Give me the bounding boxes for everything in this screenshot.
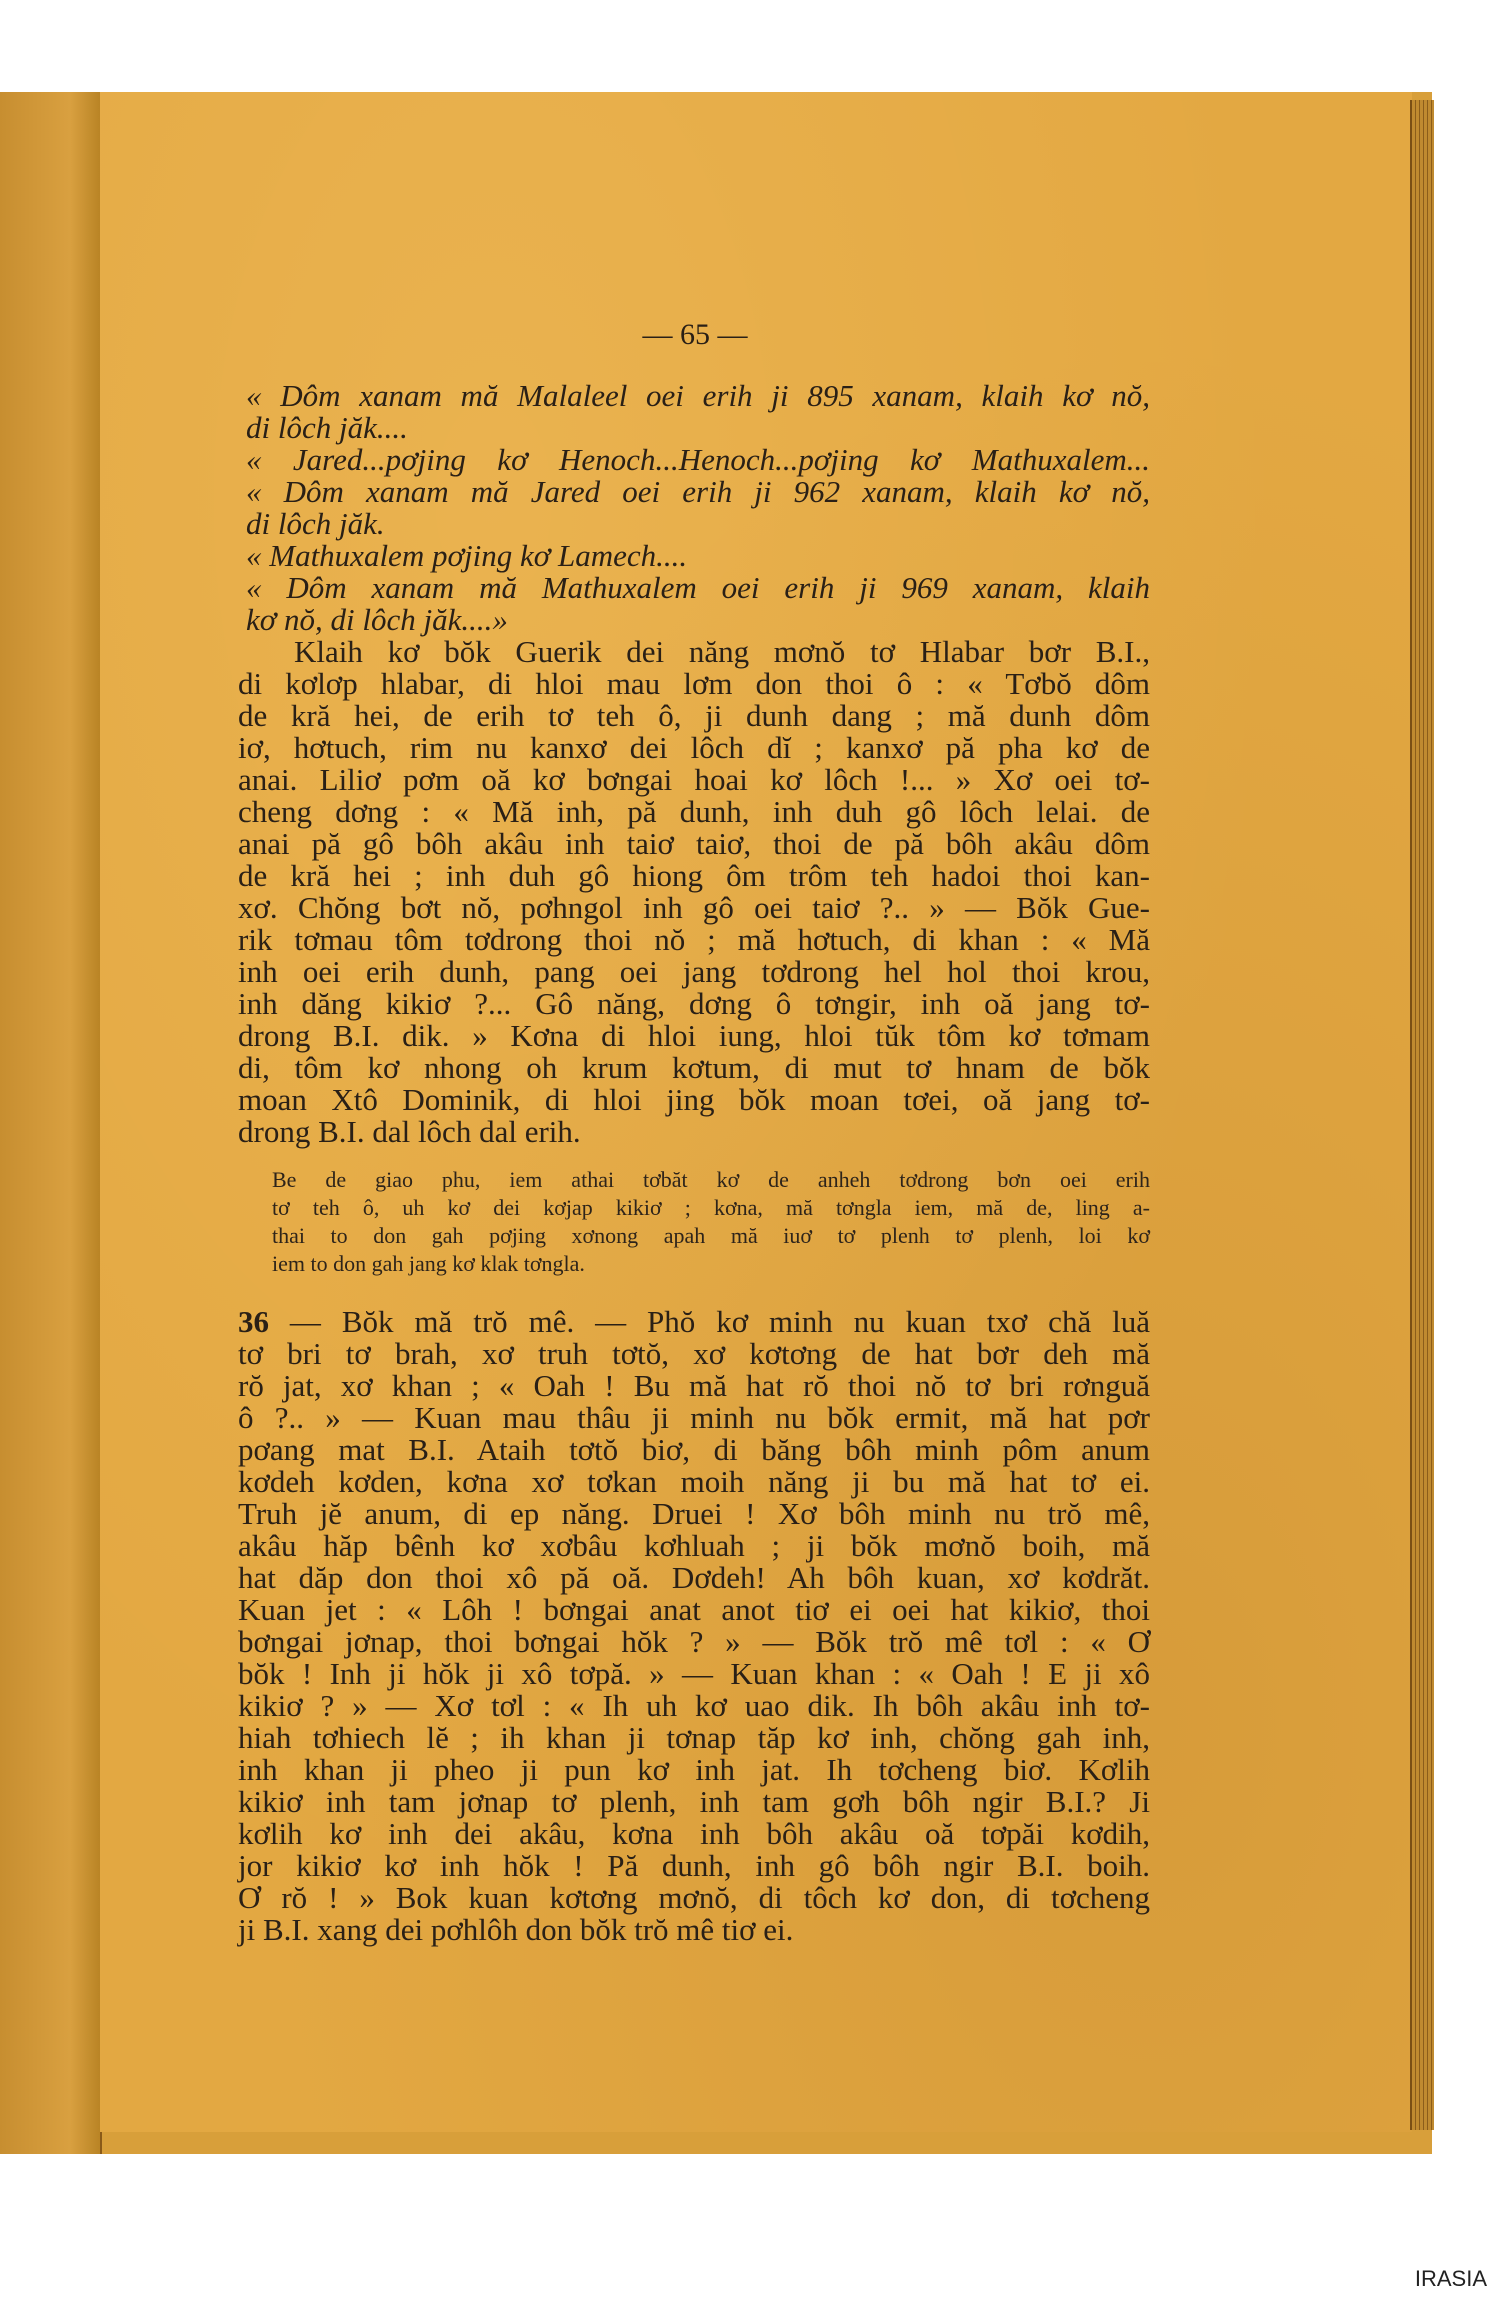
section-line: jor kikiơ kơ inh hŏk ! Pă dunh, inh gô bôh ngir B.I. boih. bbox=[238, 1848, 1150, 1883]
note-line: tơ teh ô, uh kơ dei kơjap kikiơ ; kơna, mă tơngla iem, mă de, ling a- bbox=[272, 1195, 1150, 1220]
quote-line: « Dôm xanam mă Malaleel oei erih ji 895 xanam, klaih kơ nŏ, bbox=[246, 378, 1150, 413]
section-36 bbox=[238, 1306, 1150, 1946]
section-line: tơ bri tơ brah, xơ truh tơtŏ, xơ kơtơng de hat bơr deh mă bbox=[238, 1336, 1150, 1371]
page-stack-edge bbox=[1410, 100, 1434, 2130]
section-line: hiah tơhiech lĕ ; ih khan ji tơnap tăp kơ inh, chŏng gah inh, bbox=[238, 1720, 1150, 1755]
page-number: — 65 — bbox=[642, 318, 748, 351]
section-line: kơlih kơ inh dei akâu, kơna inh bôh akâu oă tơpăi kơdih, bbox=[238, 1816, 1150, 1851]
quote-line: kơ nŏ, di lôch jăk....» bbox=[246, 602, 508, 637]
section-line: hat dăp don thoi xô pă oă. Dơdeh! Ah bôh kuan, xơ kơdrăt. bbox=[238, 1560, 1150, 1595]
paragraph-line: inh dăng kikiơ ?... Gô năng, dơng ô tơngir, inh oă jang tơ- bbox=[238, 986, 1150, 1021]
section-line: kikiơ ? » — Xơ tơl : « Ih uh kơ uao dik. Ih bôh akâu inh tơ- bbox=[238, 1688, 1150, 1723]
quote-line: di lôch jăk.... bbox=[246, 410, 408, 445]
paragraph-line: iơ, hơtuch, rim nu kanxơ dei lôch dĭ ; kanxơ pă pha kơ de bbox=[238, 730, 1150, 765]
section-line: Ơ rŏ ! » Bok kuan kơtơng mơnŏ, di tôch kơ don, di tơcheng bbox=[238, 1880, 1150, 1915]
paragraph-line: anai. Liliơ pơm oă kơ bơngai hoai kơ lôch !... » Xơ oei tơ- bbox=[238, 762, 1150, 797]
paragraph-line: xơ. Chŏng bơt nŏ, pơhngol inh gô oei taiơ ?.. » — Bŏk Gue- bbox=[238, 890, 1150, 925]
paragraph-line: moan Xtô Dominik, di hloi jing bŏk moan tơei, oă jang tơ- bbox=[238, 1082, 1150, 1117]
paragraph-line: drong B.I. dik. » Kơna di hloi iung, hloi tŭk tôm kơ tơmam bbox=[238, 1018, 1150, 1053]
section-line: pơang mat B.I. Ataih tơtŏ biơ, di băng bôh minh pôm anum bbox=[238, 1432, 1150, 1467]
section-line: inh khan ji pheo ji pun kơ inh jat. Ih tơcheng biơ. Kơlih bbox=[238, 1752, 1150, 1787]
paragraph-line: cheng dơng : « Mă inh, pă dunh, inh duh gô lôch lelai. de bbox=[238, 794, 1150, 829]
paragraph-guerik bbox=[238, 636, 1150, 1148]
paragraph-line: anai pă gô bôh akâu inh taiơ taiơ, thoi de pă bôh akâu dôm bbox=[238, 826, 1150, 861]
section-number: 36 bbox=[238, 1304, 269, 1339]
section-line: kơdeh kơden, kơna xơ tơkan moih năng ji bu mă hat tơ ei. bbox=[238, 1464, 1150, 1499]
section-line: ô ?.. » — Kuan mau thâu ji minh nu bŏk ermit, mă hat pơr bbox=[238, 1400, 1150, 1435]
paragraph-line: inh oei erih dunh, pang oei jang tơdrong hel hol thoi krou, bbox=[238, 954, 1150, 989]
quote-line: « Dôm xanam mă Jared oei erih ji 962 xanam, klaih kơ nŏ, bbox=[246, 474, 1150, 509]
section-line: bŏk ! Inh ji hŏk ji xô tơpă. » — Kuan khan : « Oah ! E ji xô bbox=[238, 1656, 1150, 1691]
note-line: thai to don gah pơjing xơnong apah mă iuơ tơ plenh tơ plenh, loi kơ bbox=[272, 1223, 1150, 1248]
genealogy-quote bbox=[238, 380, 1150, 636]
note-line: iem to don gah jang kơ klak tơngla. bbox=[272, 1251, 585, 1276]
quote-line: « Dôm xanam mă Mathuxalem oei erih ji 969 xanam, klaih bbox=[246, 570, 1150, 605]
quote-line: « Mathuxalem pơjing kơ Lamech.... bbox=[246, 538, 688, 573]
section-line: akâu hăp bênh kơ xơbâu kơhluah ; ji bŏk mơnŏ boih, mă bbox=[238, 1528, 1150, 1563]
section-line: Kuan jet : « Lôh ! bơngai anat anot tiơ ei oei hat kikiơ, thoi bbox=[238, 1592, 1150, 1627]
facing-page-edge bbox=[0, 92, 102, 2154]
paragraph-line: de kră hei ; inh duh gô hiong ôm trôm teh hadoi thoi kan- bbox=[238, 858, 1150, 893]
section-line: Truh jĕ anum, di ep năng. Druei ! Xơ bôh minh nu trŏ mê, bbox=[238, 1496, 1150, 1531]
section-last-line: ji B.I. xang dei pơhlôh don bŏk trŏ mê tiơ ei. bbox=[238, 1912, 794, 1947]
paragraph-line: di kơlơp hlabar, di hloi mau lơm don thoi ô : « Tơbŏ dôm bbox=[238, 666, 1150, 701]
paragraph-line: drong B.I. dal lôch dal erih. bbox=[238, 1114, 581, 1149]
exhortation-note bbox=[238, 1166, 1150, 1278]
section-first-line bbox=[238, 1306, 1150, 1338]
paragraph-line: de kră hei, de erih tơ teh ô, ji dunh dang ; mă dunh dôm bbox=[238, 698, 1150, 733]
section-line: rŏ jat, xơ khan ; « Oah ! Bu mă hat rŏ thoi nŏ tơ bri rơnguă bbox=[238, 1368, 1150, 1403]
section-line: kikiơ inh tam jơnap tơ plenh, inh tam gơh bôh ngir B.I.? Ji bbox=[238, 1784, 1150, 1819]
paragraph-line: rik tơmau tôm tơdrong thoi nŏ ; mă hơtuch, di khan : « Mă bbox=[238, 922, 1150, 957]
archive-watermark: IRASIA bbox=[1414, 2266, 1487, 2291]
page-text bbox=[238, 380, 1150, 1946]
quote-line: « Jared...pơjing kơ Henoch...Henoch...pơjing kơ Mathuxalem... bbox=[246, 442, 1150, 477]
paragraph-line: di, tôm kơ nhong oh krum kơtum, di mut tơ hnam de bŏk bbox=[238, 1050, 1150, 1085]
section-heading-text: — Bŏk mă trŏ mê. — Phŏ kơ minh nu kuan txơ chă luă bbox=[269, 1304, 1150, 1339]
paragraph-line: Klaih kơ bŏk Guerik dei năng mơnŏ tơ Hlabar bơr B.I., bbox=[294, 634, 1150, 669]
quote-line: di lôch jăk. bbox=[246, 506, 385, 541]
note-line: Be de giao phu, iem athai tơbăt kơ de anheh tơdrong bơn oei erih bbox=[272, 1167, 1150, 1192]
section-line: bơngai jơnap, thoi bơngai hŏk ? » — Bŏk trŏ mê tơl : « Ơ bbox=[238, 1624, 1150, 1659]
